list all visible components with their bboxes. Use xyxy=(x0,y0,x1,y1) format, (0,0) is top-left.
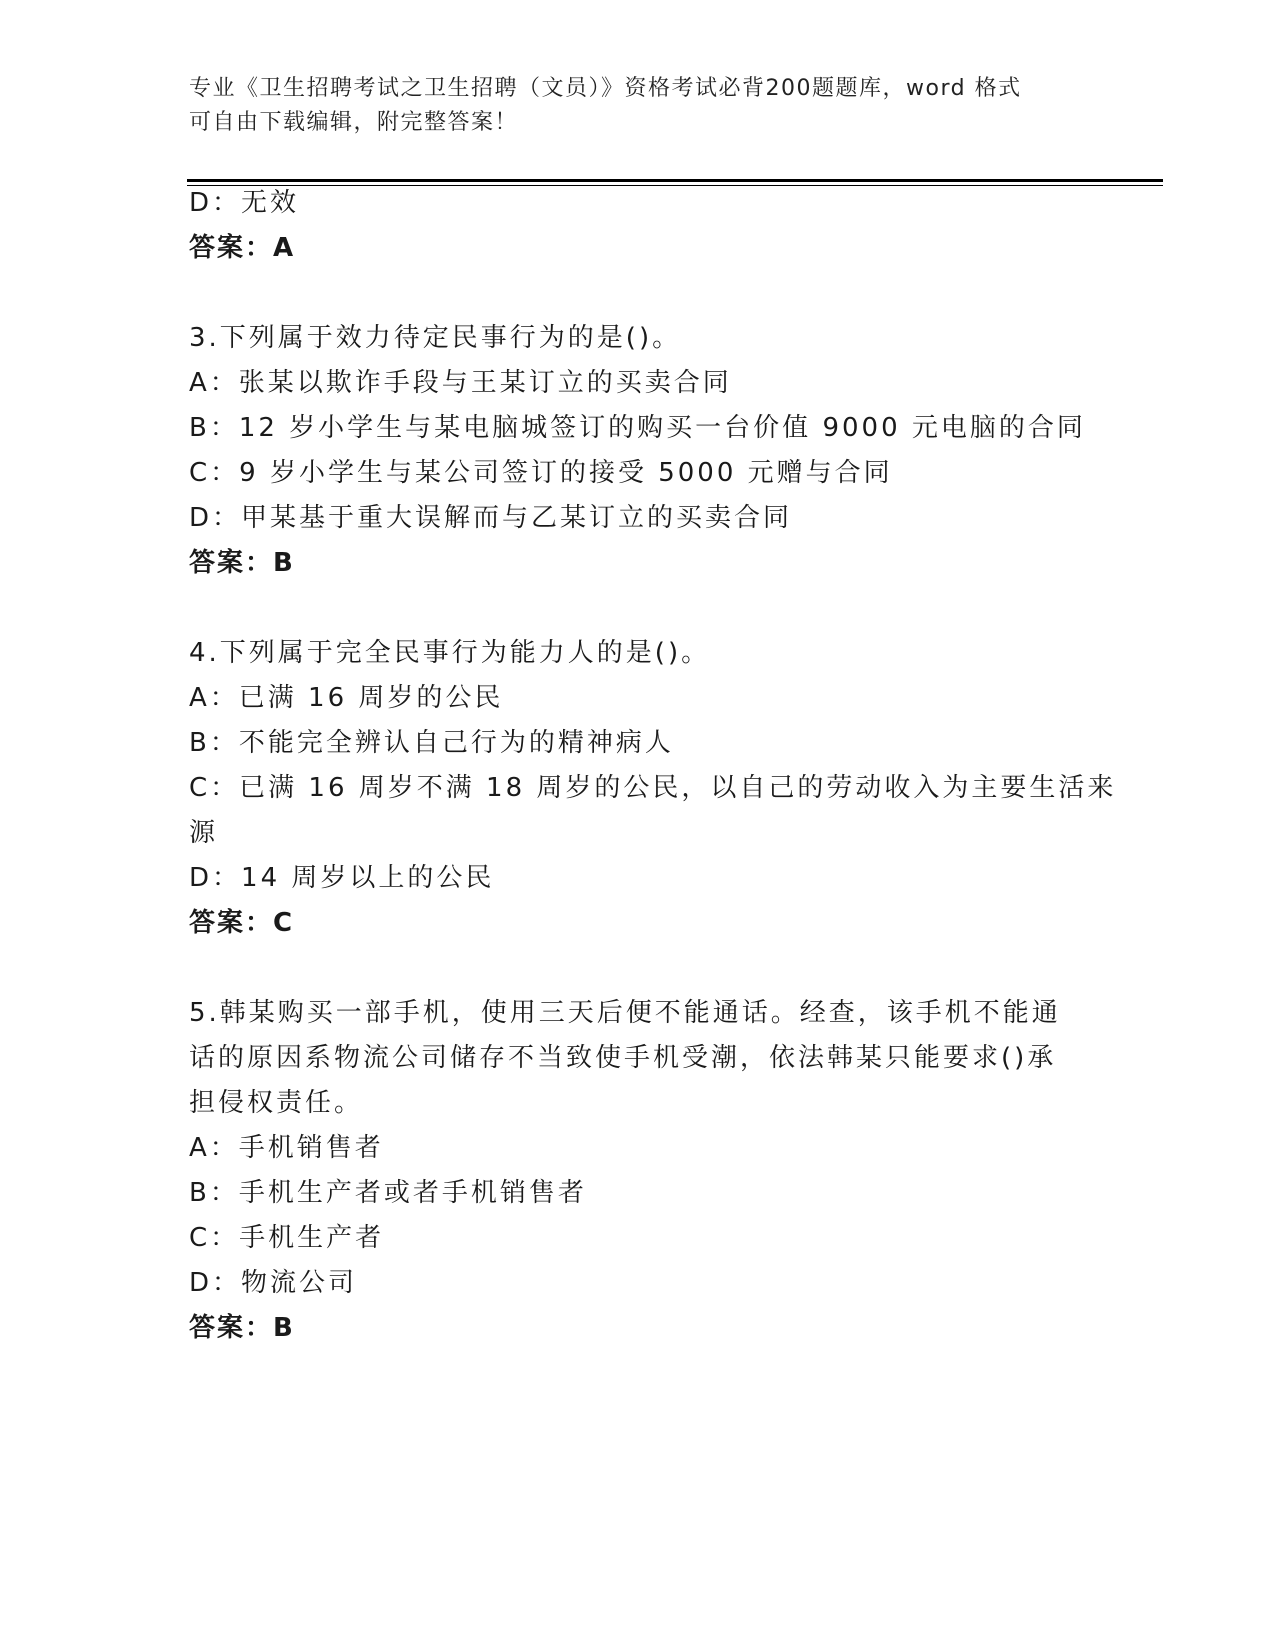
option-c-line-2: 源 xyxy=(189,818,219,848)
option-d: D：无效 xyxy=(189,188,300,218)
option-b: B：不能完全辨认自己行为的精神病人 xyxy=(189,728,674,758)
question-stem: 4.下列属于完全民事行为能力人的是()。 xyxy=(189,638,711,668)
option-c-line-1: C：已满 16 周岁不满 18 周岁的公民，以自己的劳动收入为主要生活来 xyxy=(189,773,1117,803)
question-stem-line-1: 5.韩某购买一部手机，使用三天后便不能通话。经查，该手机不能通 xyxy=(189,998,1061,1028)
spacer xyxy=(189,946,1089,991)
question-4 xyxy=(189,631,1117,946)
option-a: A：已满 16 周岁的公民 xyxy=(189,683,504,713)
page-header xyxy=(189,72,1089,140)
answer-line: 答案：B xyxy=(189,548,295,578)
question-stem-line-2: 话的原因系物流公司储存不当致使手机受潮，依法韩某只能要求()承 xyxy=(189,1043,1057,1073)
option-c: C：手机生产者 xyxy=(189,1223,385,1253)
option-d: D：甲某基于重大误解而与乙某订立的买卖合同 xyxy=(189,503,793,533)
option-c: C：9 岁小学生与某公司签订的接受 5000 元赠与合同 xyxy=(189,458,893,488)
question-list xyxy=(189,181,1117,1351)
question-stem-line-3: 担侵权责任。 xyxy=(189,1088,364,1118)
question-stem: 3.下列属于效力待定民事行为的是()。 xyxy=(189,323,682,353)
question-3 xyxy=(189,316,1089,586)
option-a: A：张某以欺诈手段与王某订立的买卖合同 xyxy=(189,368,732,398)
option-b: B：手机生产者或者手机销售者 xyxy=(189,1178,587,1208)
option-d: D：14 周岁以上的公民 xyxy=(189,863,495,893)
question-2-tail xyxy=(189,181,1089,271)
header-line-1: 专业《卫生招聘考试之卫生招聘（文员）》资格考试必背200题题库，word 格式 xyxy=(189,76,1022,101)
answer-line: 答案：B xyxy=(189,1313,295,1343)
question-5 xyxy=(189,991,1089,1351)
option-a: A：手机销售者 xyxy=(189,1133,384,1163)
option-d: D：物流公司 xyxy=(189,1268,358,1298)
spacer xyxy=(189,586,1089,631)
spacer xyxy=(189,271,1089,316)
option-b: B：12 岁小学生与某电脑城签订的购买一台价值 9000 元电脑的合同 xyxy=(189,413,1086,443)
header-line-2: 可自由下载编辑，附完整答案！ xyxy=(189,110,519,135)
answer-line: 答案：C xyxy=(189,908,295,938)
answer-line: 答案：A xyxy=(189,233,296,263)
